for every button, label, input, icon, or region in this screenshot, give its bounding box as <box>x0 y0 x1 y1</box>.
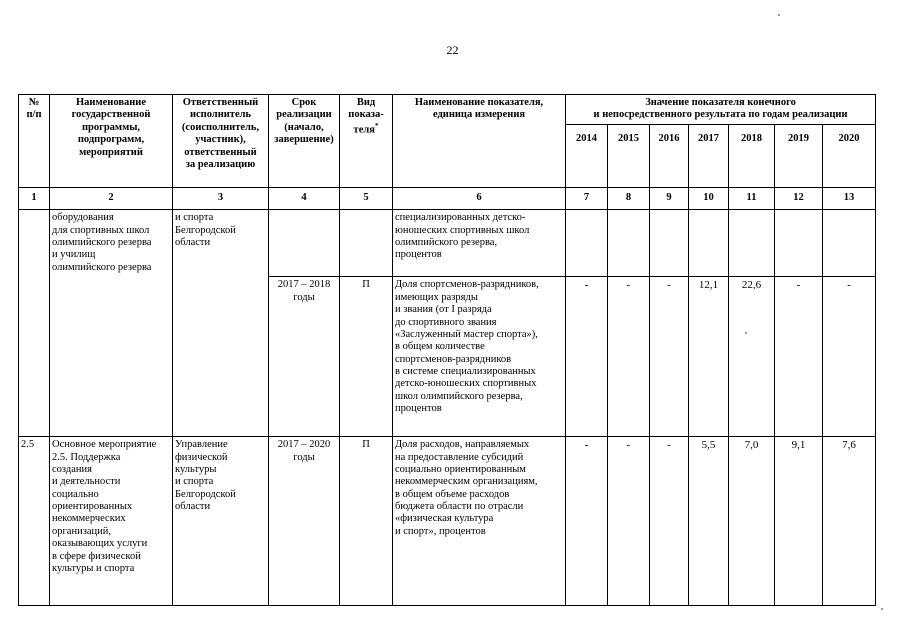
indicator-name-cell-line: до спортивного звания <box>395 316 497 328</box>
indicator-name-cell-line: олимпийского резерва, <box>395 237 498 249</box>
header-number <box>19 95 50 188</box>
period-cell-line: годы <box>293 291 315 303</box>
program-name-cell-line: олимпийского резерва <box>52 237 152 249</box>
year-value-2019: 9,1 <box>775 437 823 606</box>
program-name-cell-line: Основное мероприятие <box>52 439 157 451</box>
header-text-line: участник), <box>195 134 246 146</box>
year-value-2018: 22,6 <box>729 277 775 437</box>
year-value-2014: - <box>566 437 608 606</box>
indicator-name-cell-line: социально ориентированным <box>395 463 526 475</box>
scan-speck <box>745 332 747 334</box>
column-number: 6 <box>393 188 566 210</box>
indicator-name-cell-line: «физическая культура <box>395 513 494 525</box>
column-number: 4 <box>269 188 340 210</box>
executor-cell-line: и спорта <box>175 212 214 224</box>
executor-cell-line: Белгородской <box>175 224 236 236</box>
program-name-cell-line: оборудования <box>52 212 114 224</box>
header-indicator-kind-last: теля <box>353 124 375 136</box>
indicator-name-cell <box>393 277 566 437</box>
row-number <box>19 210 50 277</box>
indicator-name-cell-line: и звания (от I разряда <box>395 304 492 316</box>
indicator-name-cell-line: «Заслуженный мастер спорта»), <box>395 328 538 340</box>
indicator-name-cell-line: процентов <box>395 403 442 415</box>
header-text-line: показа- <box>348 109 384 121</box>
scan-speck <box>881 608 883 610</box>
indicator-name-cell-line: процентов <box>395 249 442 261</box>
header-text-line: Значение показателя конечного <box>645 97 796 108</box>
indicator-name-cell-line: в общем количестве <box>395 341 485 353</box>
period-cell-line: 2017 – 2018 <box>277 279 331 291</box>
year-value-2014 <box>566 210 608 277</box>
column-number: 3 <box>173 188 269 210</box>
column-number: 9 <box>650 188 689 210</box>
header-indicator-kind <box>340 95 393 188</box>
indicator-name-cell-line: Доля расходов, направляемых <box>395 439 530 451</box>
table-row <box>19 210 876 277</box>
year-value-2018: 7,0 <box>729 437 775 606</box>
header-text-line: ответственный <box>184 146 257 158</box>
executor-cell-line: области <box>175 501 211 512</box>
program-name-cell <box>50 277 173 437</box>
header-values-group <box>566 95 876 125</box>
year-value-2015: - <box>608 437 650 606</box>
header-text-line: Ответственный <box>182 97 259 108</box>
page-number: 22 <box>446 43 459 57</box>
year-value-2015 <box>608 210 650 277</box>
footnote-mark: * <box>374 121 379 130</box>
year-value-2016: - <box>650 277 689 437</box>
year-header: 2015 <box>608 125 650 188</box>
column-number: 2 <box>50 188 173 210</box>
program-name-cell-line: для спортивных школ <box>52 224 150 236</box>
header-text-line: (соисполнитель, <box>181 121 260 133</box>
indicator-name-cell <box>393 210 566 277</box>
indicator-kind-cell: П <box>340 437 393 606</box>
header-text-line: Срок <box>291 97 317 108</box>
indicator-name-cell-line: специализированных детско- <box>395 212 526 224</box>
year-value-2014: - <box>566 277 608 437</box>
program-name-cell-line: олимпийского резерва <box>52 261 152 273</box>
column-number: 5 <box>340 188 393 210</box>
column-number: 8 <box>608 188 650 210</box>
executor-cell-line: Управление <box>175 439 228 451</box>
indicator-kind-cell: П <box>340 277 393 437</box>
indicator-name-cell-line: спортсменов-разрядников <box>395 353 512 365</box>
year-header: 2017 <box>689 125 729 188</box>
executor-cell-line: культуры <box>175 463 217 475</box>
year-value-2017: 5,5 <box>689 437 729 606</box>
header-text-line: за реализацию <box>185 158 256 170</box>
program-name-cell-line: ориентированных <box>52 501 133 512</box>
header-text-line: государственной <box>71 109 151 121</box>
year-value-2016 <box>650 210 689 277</box>
year-header: 2019 <box>775 125 823 188</box>
year-value-2017: 12,1 <box>689 277 729 437</box>
header-text-line: Наименование <box>76 97 146 108</box>
header-indicator-name <box>393 95 566 188</box>
executor-cell <box>173 437 269 606</box>
period-cell <box>269 210 340 277</box>
header-text-line: (начало, <box>284 121 324 133</box>
indicator-kind-cell <box>340 210 393 277</box>
indicator-name-cell-line: школ олимпийского резерва, <box>395 390 523 402</box>
executor-cell-line: Белгородской <box>175 488 236 500</box>
program-name-cell-line: некоммерческих <box>52 513 126 525</box>
year-value-2015: - <box>608 277 650 437</box>
executor-cell-line: и спорта <box>175 476 214 488</box>
program-name-cell-line: оказывающих услуги <box>52 538 148 550</box>
program-name-cell-line: создания <box>52 463 92 475</box>
program-name-cell-line: и деятельности <box>52 476 121 488</box>
year-value-2019 <box>775 210 823 277</box>
results-table <box>18 94 876 606</box>
program-name-cell-line: в сфере физической <box>52 550 141 562</box>
header-text-line: программы, <box>81 121 141 133</box>
program-name-cell-line: организаций, <box>52 525 111 537</box>
column-number: 13 <box>823 188 876 210</box>
column-number: 1 <box>19 188 50 210</box>
year-header: 2020 <box>823 125 876 188</box>
header-text-line: № <box>28 97 40 108</box>
year-value-2020 <box>823 210 876 277</box>
column-number: 11 <box>729 188 775 210</box>
period-cell-line: 2017 – 2020 <box>277 439 331 451</box>
period-cell <box>269 437 340 606</box>
executor-cell-line: области <box>175 237 211 249</box>
header-text-line: реализации <box>276 109 332 121</box>
scan-speck <box>778 14 780 16</box>
indicator-name-cell-line: некоммерческим организациям, <box>395 476 538 488</box>
year-value-2018 <box>729 210 775 277</box>
year-header: 2016 <box>650 125 689 188</box>
header-text-line: Наименование показателя, <box>414 97 544 108</box>
program-name-cell <box>50 210 173 277</box>
table-row <box>19 437 876 606</box>
program-name-cell-line: социально <box>52 488 99 500</box>
year-header: 2014 <box>566 125 608 188</box>
indicator-name-cell <box>393 437 566 606</box>
row-number: 2.5 <box>19 437 50 606</box>
header-text-line: завершение) <box>274 134 334 146</box>
indicator-name-cell-line: на предоставление субсидий <box>395 451 524 463</box>
indicator-name-cell-line: бюджета области по отрасли <box>395 501 524 512</box>
header-text-line: исполнитель <box>189 109 252 121</box>
indicator-name-cell-line: Доля спортсменов-разрядников, <box>395 279 539 291</box>
table-row <box>19 277 876 437</box>
executor-cell <box>173 210 269 277</box>
indicator-name-cell-line: имеющих разряды <box>395 291 478 303</box>
program-name-cell-line: культуры и спорта <box>52 562 135 574</box>
row-number <box>19 277 50 437</box>
header-text-line: и непосредственного результата по годам реализации <box>593 109 848 121</box>
header-text-line: подпрограмм, <box>77 134 145 146</box>
column-number: 12 <box>775 188 823 210</box>
header-text-line: Вид <box>356 97 376 108</box>
header-period <box>269 95 340 188</box>
year-value-2020: 7,6 <box>823 437 876 606</box>
year-header: 2018 <box>729 125 775 188</box>
year-value-2017 <box>689 210 729 277</box>
header-executor <box>173 95 269 188</box>
year-value-2019: - <box>775 277 823 437</box>
indicator-name-cell-line: и спорт», процентов <box>395 525 486 537</box>
indicator-name-cell-line: детско-юношеских спортивных <box>395 378 537 390</box>
header-text-line: единица измерения <box>432 109 526 121</box>
indicator-name-cell-line: в системе специализированных <box>395 366 536 377</box>
year-value-2020: - <box>823 277 876 437</box>
column-number: 7 <box>566 188 608 210</box>
year-value-2016: - <box>650 437 689 606</box>
period-cell-line: годы <box>293 451 315 463</box>
executor-cell-line: физической <box>175 451 228 463</box>
header-text-line: мероприятий <box>79 146 143 158</box>
column-number: 10 <box>689 188 729 210</box>
indicator-name-cell-line: юношеских спортивных школ <box>395 224 530 236</box>
program-name-cell <box>50 437 173 606</box>
indicator-name-cell-line: в общем объеме расходов <box>395 488 510 500</box>
program-name-cell-line: 2.5. Поддержка <box>52 451 121 463</box>
executor-cell <box>173 277 269 437</box>
program-name-cell-line: и училищ <box>52 249 96 261</box>
header-program-name <box>50 95 173 188</box>
header-text-line: п/п <box>26 109 42 121</box>
period-cell <box>269 277 340 437</box>
